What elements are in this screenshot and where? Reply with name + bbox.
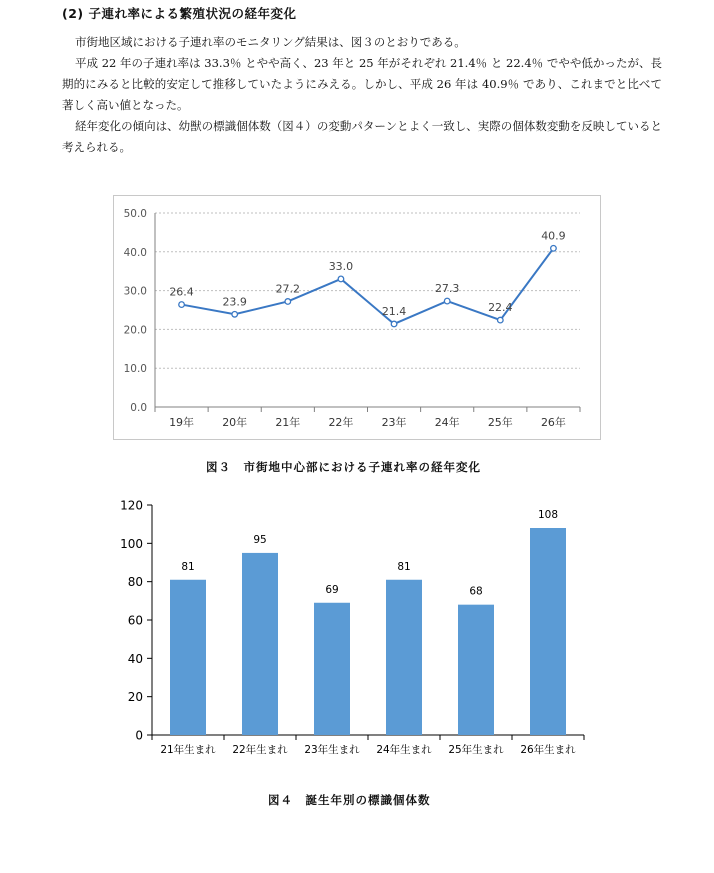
x-tick-label: 19年 bbox=[169, 416, 195, 429]
bar bbox=[458, 605, 494, 735]
data-label: 26.4 bbox=[169, 285, 194, 299]
section-heading: (2) 子連れ率による繁殖状況の経年変化 bbox=[62, 6, 297, 21]
x-tick-label: 23年生まれ bbox=[304, 744, 360, 756]
data-point bbox=[285, 299, 291, 305]
paragraph-1 bbox=[62, 32, 662, 53]
x-tick-label: 22年 bbox=[328, 416, 354, 429]
bar-chart bbox=[110, 495, 600, 765]
bar bbox=[170, 580, 206, 735]
y-tick-label: 80 bbox=[127, 575, 143, 590]
bar bbox=[386, 580, 422, 735]
x-tick-label: 26年生まれ bbox=[520, 744, 576, 756]
paragraph-1-text: 市街地区域における子連れ率のモニタリング結果は、図３のとおりである。 bbox=[75, 35, 466, 49]
y-tick-label: 40 bbox=[127, 651, 143, 666]
data-point bbox=[391, 321, 397, 327]
figure-4-caption: 図４ 誕生年別の標識個体数 bbox=[268, 793, 431, 807]
y-tick-label: 30.0 bbox=[123, 285, 147, 298]
y-tick-label: 10.0 bbox=[123, 363, 147, 376]
data-label: 23.9 bbox=[222, 295, 247, 309]
x-tick-label: 26年 bbox=[540, 416, 566, 429]
y-tick-label: 60 bbox=[127, 613, 143, 628]
data-label: 27.2 bbox=[275, 282, 301, 296]
data-point bbox=[498, 317, 504, 323]
data-label: 108 bbox=[537, 509, 559, 521]
x-tick-label: 25年 bbox=[487, 416, 513, 429]
data-point bbox=[232, 311, 238, 317]
data-label: 95 bbox=[253, 533, 267, 546]
data-label: 68 bbox=[469, 585, 483, 598]
x-tick-label: 24年生まれ bbox=[376, 744, 432, 756]
data-label: 81 bbox=[397, 560, 411, 573]
x-tick-label: 23年 bbox=[381, 416, 407, 429]
data-label: 33.0 bbox=[328, 259, 354, 273]
y-tick-label: 40.0 bbox=[123, 246, 147, 259]
line-chart bbox=[113, 195, 600, 439]
data-point bbox=[179, 302, 185, 308]
x-tick-label: 21年 bbox=[275, 416, 301, 429]
data-label: 69 bbox=[325, 583, 339, 596]
y-tick-label: 120 bbox=[120, 498, 143, 513]
data-point bbox=[338, 276, 344, 282]
x-tick-label: 22年生まれ bbox=[232, 744, 288, 756]
data-label: 40.9 bbox=[541, 229, 566, 243]
paragraph-3 bbox=[62, 116, 662, 158]
paragraph-2-text: 平成 22 年の子連れ率は 33.3％ とやや高く、23 年と 25 年がそれぞれ 21.4％ と 22.4％ でやや低かったが、長期的にみると比較的安定して推移していたようにみえる。しかし、平成 26 年は 40.9％ であり、これまでと比べて著しく高い値となった。 bbox=[62, 56, 662, 112]
y-tick-label: 50.0 bbox=[123, 208, 147, 220]
x-tick-label: 21年生まれ bbox=[160, 744, 216, 756]
bar bbox=[242, 553, 278, 735]
data-point bbox=[444, 298, 450, 304]
x-tick-label: 20年 bbox=[222, 416, 248, 429]
data-label: 81 bbox=[181, 560, 195, 573]
data-point bbox=[551, 246, 557, 252]
paragraph-3-text: 経年変化の傾向は、幼獣の標識個体数（図４）の変動パターンとよく一致し、実際の個体数変動を反映していると考えられる。 bbox=[62, 119, 662, 154]
x-tick-label: 24年 bbox=[434, 416, 460, 429]
y-tick-label: 100 bbox=[120, 536, 143, 551]
y-tick-label: 20.0 bbox=[123, 324, 147, 337]
y-tick-label: 0 bbox=[135, 728, 143, 743]
bar bbox=[530, 528, 566, 735]
data-label: 27.3 bbox=[434, 282, 460, 296]
paragraph-2 bbox=[62, 53, 662, 116]
figure-3-caption: 図３ 市街地中心部における子連れ率の経年変化 bbox=[206, 460, 481, 474]
x-tick-label: 25年生まれ bbox=[448, 744, 504, 756]
data-label: 22.4 bbox=[488, 301, 513, 315]
data-label: 21.4 bbox=[381, 304, 407, 318]
y-tick-label: 0.0 bbox=[130, 402, 147, 414]
bar bbox=[314, 603, 350, 735]
y-tick-label: 20 bbox=[127, 690, 143, 705]
